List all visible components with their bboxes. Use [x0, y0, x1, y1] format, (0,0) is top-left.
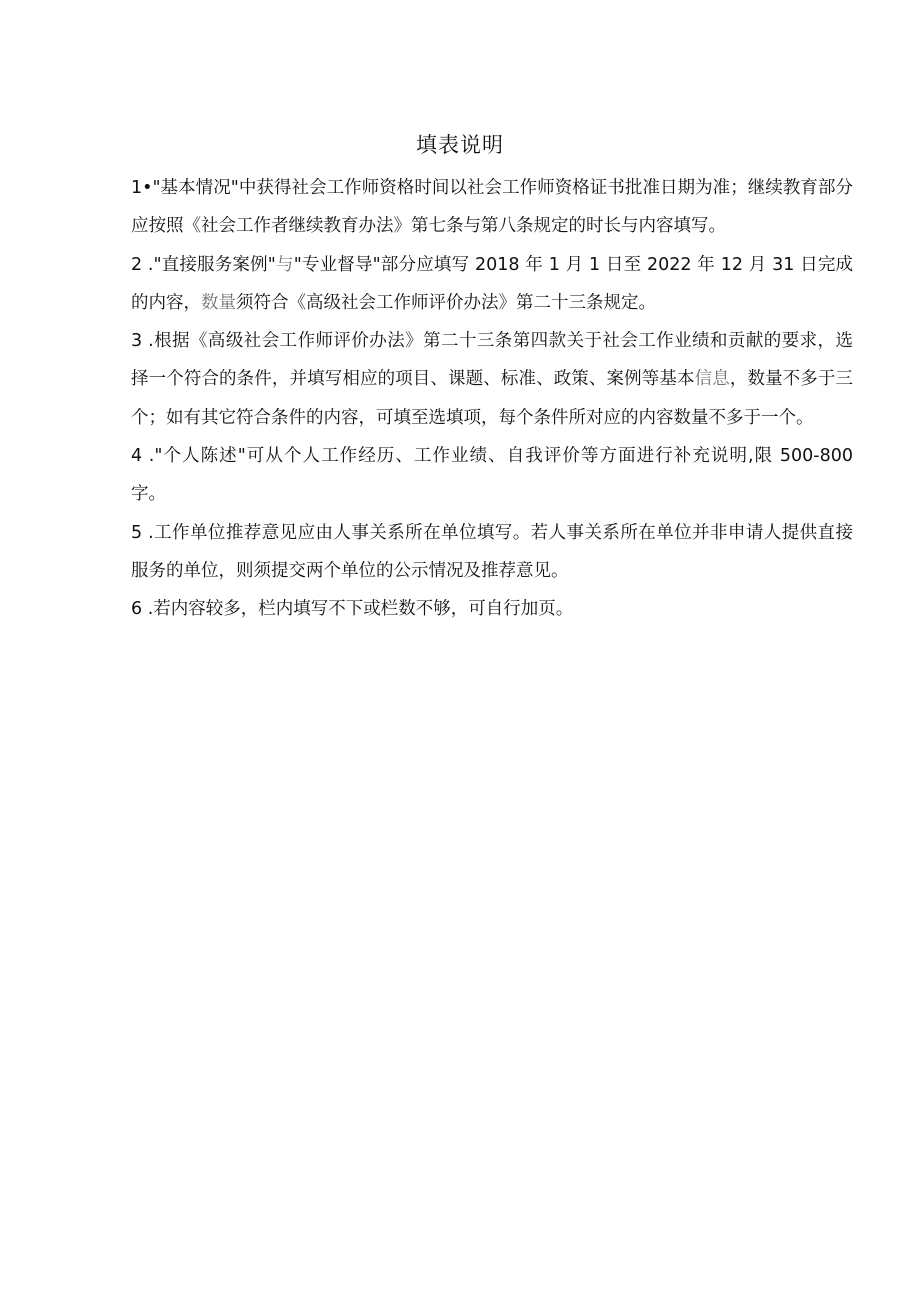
instruction-item-4 — [131, 437, 853, 514]
instruction-item-6 — [131, 590, 853, 628]
instruction-text: 5 .工作单位推荐意见应由人事关系所在单位填写。若人事关系所在单位并非申请人提供直接服务的单位，则须提交两个单位的公示情况及推荐意见。 — [131, 522, 853, 581]
instruction-item-3 — [131, 322, 853, 437]
instruction-text: 1•"基本情况"中获得社会工作师资格时间以社会工作师资格证书批准日期为准；继续教育部分应按照《社会工作者继续教育办法》第七条与第八条规定的时长与内容填写。 — [131, 178, 853, 237]
instruction-text: 6 .若内容较多，栏内填写不下或栏数不够，可自行加页。 — [131, 599, 574, 620]
instruction-text: "专业督导"部分应填写 2018 年 1 月 1 日至 2022 年 12 月 31 日完成的内容， — [131, 254, 854, 313]
instruction-text: 2 ."直接服务案例" — [131, 254, 276, 275]
instruction-text: ，数量不多于三个；如有其它符合条件的内容，可填至选填项，每个条件所对应的内容数量不多于一个。 — [131, 369, 854, 428]
instruction-text: 须符合《高级社会工作师评价办法》第二十三条规定。 — [236, 292, 656, 313]
instruction-item-5 — [131, 514, 853, 591]
instruction-text: 4 ."个人陈述"可从个人工作经历、工作业绩、自我评价等方面进行补充说明,限 500-800 字。 — [131, 446, 853, 505]
instruction-text-muted: 信息 — [694, 369, 730, 390]
instructions-body — [131, 169, 853, 629]
instruction-text: 3 .根据《高级社会工作师评价办法》第二十三条第四款关于社会工作业绩和贡献的要求，选择一个符合的条件，并填写相应的项目、课题、标准、政策、案例等基本 — [131, 331, 853, 390]
instruction-item-1 — [131, 169, 853, 246]
instruction-text-muted: 与 — [275, 254, 294, 275]
page-title: 填表说明 — [416, 133, 504, 157]
instruction-item-2 — [131, 246, 853, 323]
instruction-text-muted: 数量 — [201, 292, 236, 313]
